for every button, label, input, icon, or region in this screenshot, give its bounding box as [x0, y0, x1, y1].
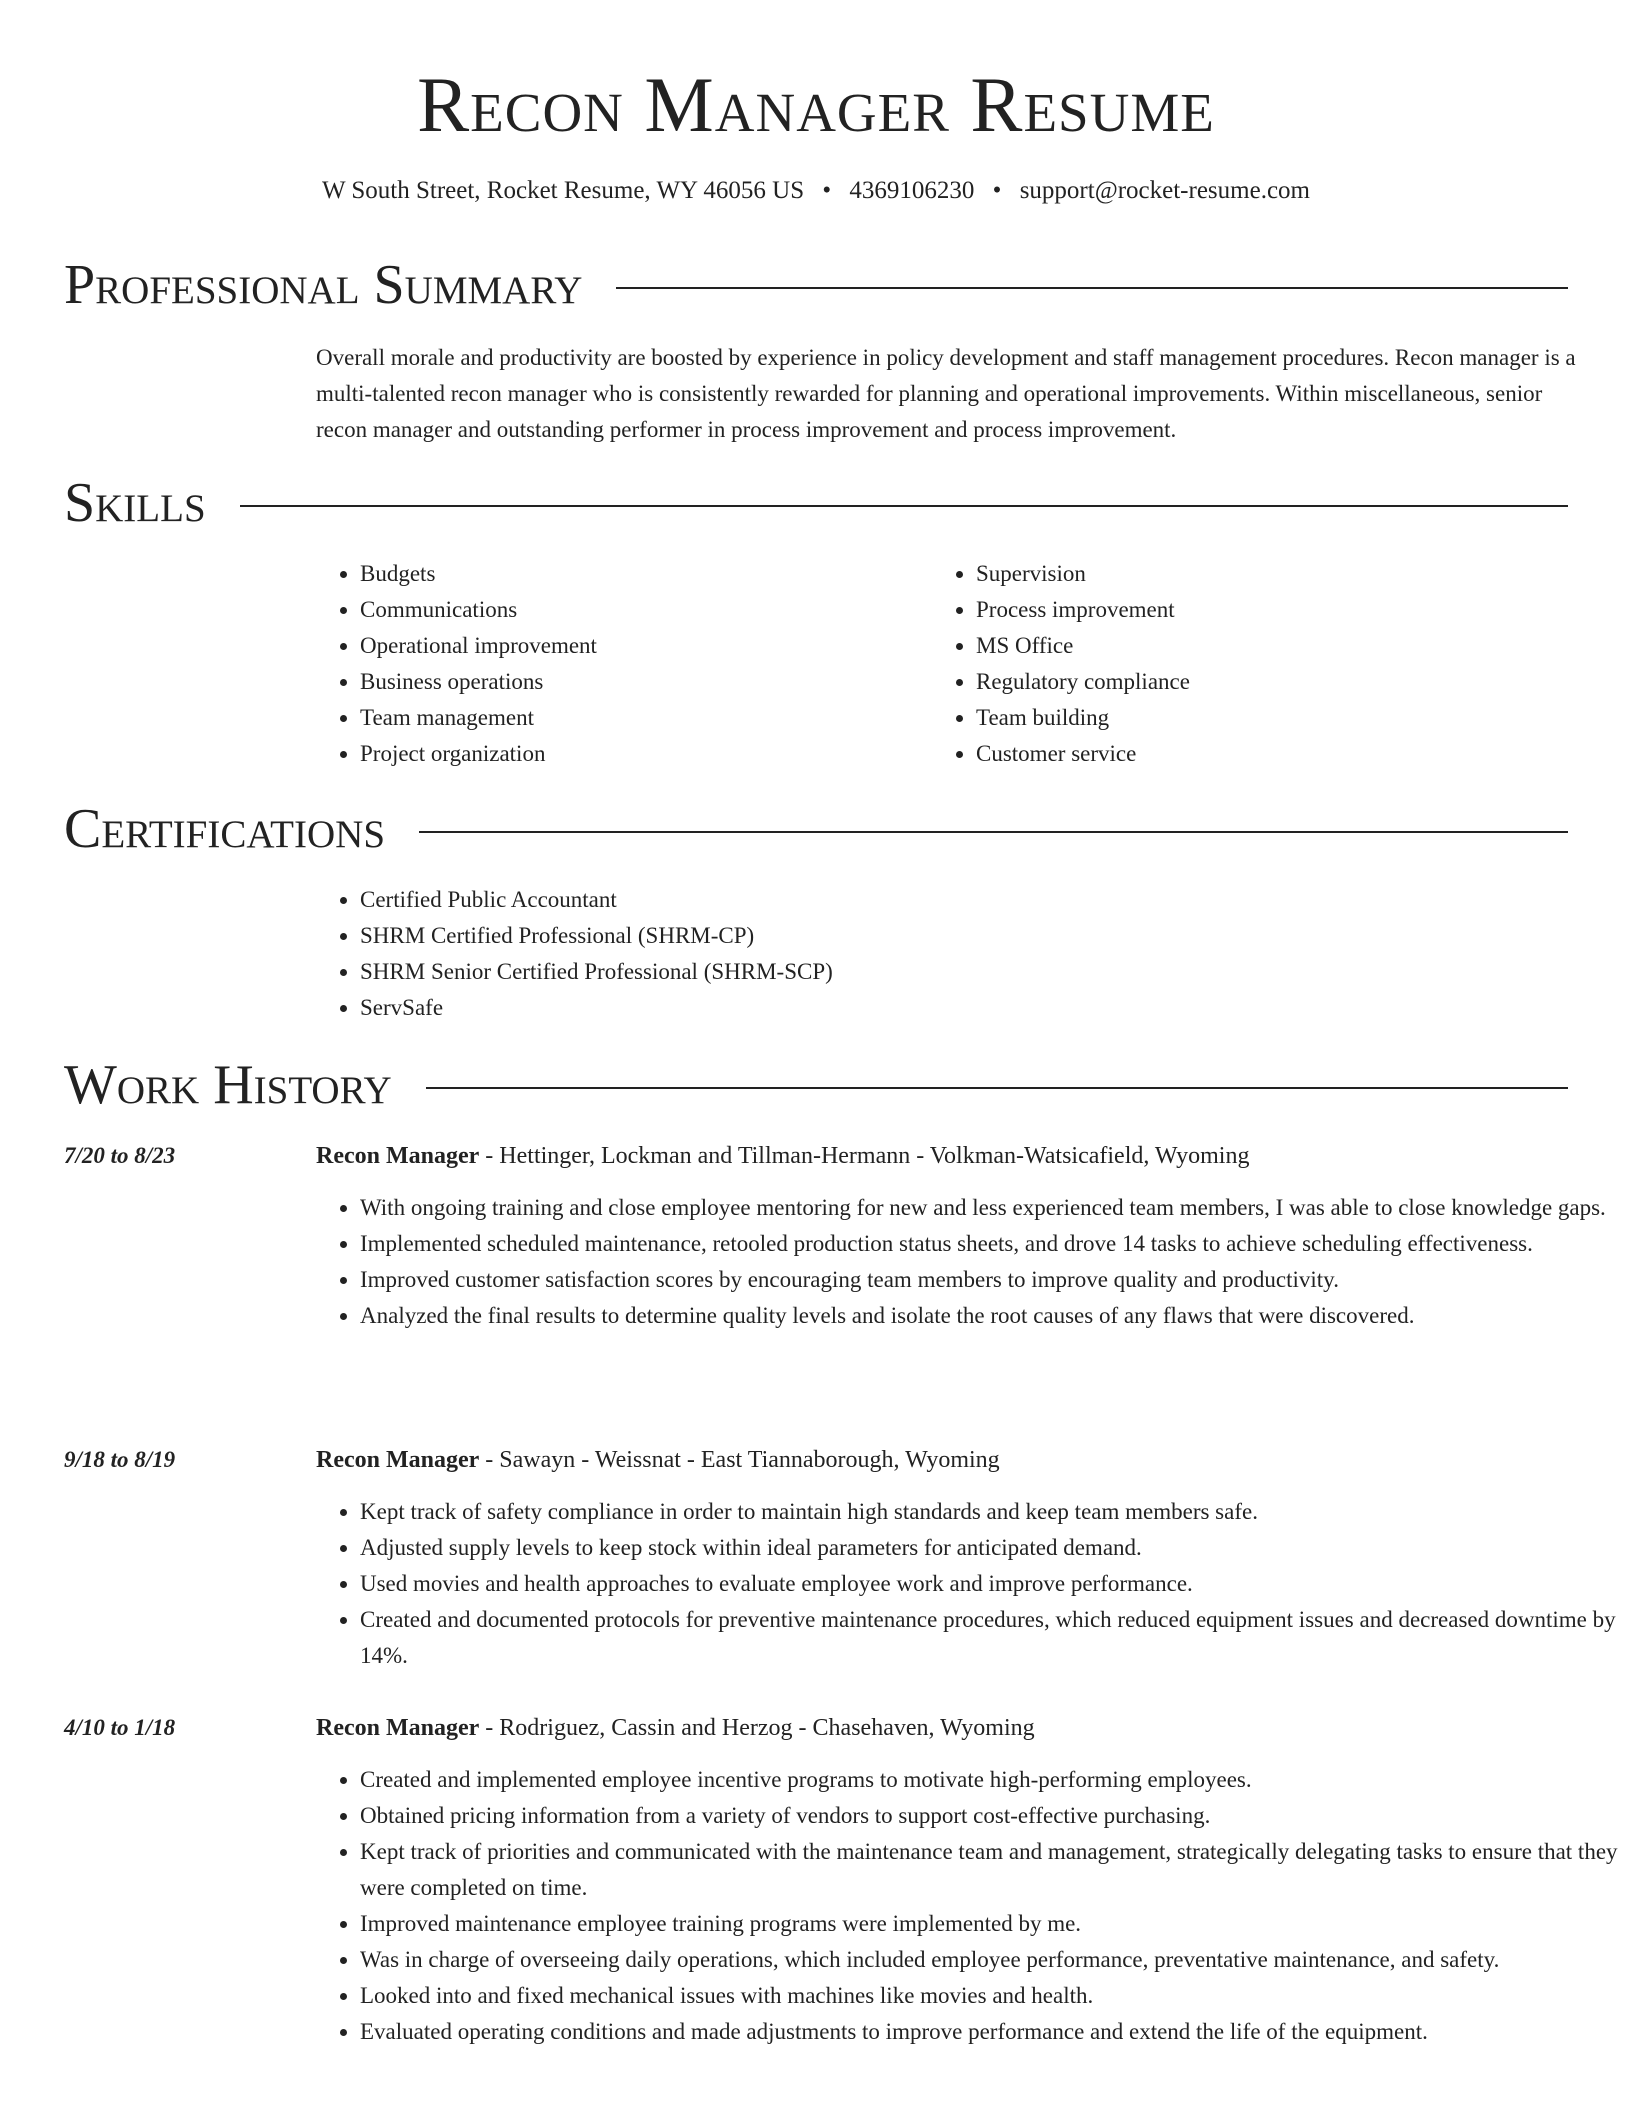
job-bullet-item: • With ongoing training and close employee mentoring for new and less experienced team members, I was able to close knowledge gaps.: [360, 1190, 1632, 1226]
contact-separator: •: [992, 177, 1002, 204]
job-header: [316, 1442, 1000, 1478]
job-bullet-item: • Used movies and health approaches to evaluate employee work and improve performance.: [360, 1566, 1632, 1602]
skills-column-right: [932, 556, 1492, 772]
certifications-section-header: [64, 798, 1568, 860]
email-link[interactable]: support@rocket-resume.com: [1019, 177, 1310, 204]
job-bullets: [316, 1494, 1632, 1674]
work-section-header: [64, 1054, 1568, 1116]
job-bullet-item: • Kept track of priorities and communicated with the maintenance team and management, strategically delegating tasks to ensure that they were completed on time.: [360, 1834, 1632, 1906]
skill-item: • Communications: [360, 592, 876, 628]
skill-item: • Customer service: [976, 736, 1492, 772]
job-bullet-item: • Looked into and fixed mechanical issues with machines like movies and health.: [360, 1978, 1632, 2014]
address-text: W South Street, Rocket Resume, WY 46056 US: [322, 177, 805, 204]
job-bullet-item: • Improved maintenance employee training programs were implemented by me.: [360, 1906, 1632, 1942]
skill-item: • Supervision: [976, 556, 1492, 592]
job-role: Recon Manager: [316, 1143, 480, 1169]
certifications-list: [316, 882, 1216, 1026]
job-bullets: [316, 1762, 1632, 2050]
skills-list-left: [316, 556, 876, 772]
phone-text: 4369106230: [849, 177, 975, 204]
job-bullet-item: • Created and implemented employee incentive programs to motivate high-performing employees.: [360, 1762, 1632, 1798]
skills-section-header: [64, 472, 1568, 534]
certification-item: • SHRM Senior Certified Professional (SHRM-SCP): [360, 954, 1216, 990]
job-dates: 7/20 to 8/23: [64, 1143, 176, 1168]
skills-column-left: [316, 556, 876, 772]
job-bullet-item: • Created and documented protocols for preventive maintenance procedures, which reduced equipment issues and decreased downtime by 14%.: [360, 1602, 1632, 1674]
job-bullet-item: • Obtained pricing information from a variety of vendors to support cost-effective purchasing.: [360, 1798, 1632, 1834]
skills-list-right: [932, 556, 1492, 772]
section-divider: [240, 505, 1568, 507]
job-employer: - Sawayn - Weissnat - East Tiannaborough, Wyoming: [479, 1447, 1000, 1473]
resume-title: Recon Manager Resume: [417, 61, 1215, 148]
certifications-heading: Certifications: [64, 798, 386, 860]
job-dates: 4/10 to 1/18: [64, 1715, 176, 1740]
job-bullet-item: • Adjusted supply levels to keep stock within ideal parameters for anticipated demand.: [360, 1530, 1632, 1566]
certification-item: • SHRM Certified Professional (SHRM-CP): [360, 918, 1216, 954]
job-role: Recon Manager: [316, 1715, 480, 1741]
section-divider: [419, 831, 1568, 833]
certifications-block: [316, 882, 1216, 1026]
job-bullet-item: • Analyzed the final results to determine quality levels and isolate the root causes of any flaws that were discovered.: [360, 1298, 1632, 1334]
skill-item: • Business operations: [360, 664, 876, 700]
job-bullet-item: • Improved customer satisfaction scores by encouraging team members to improve quality and productivity.: [360, 1262, 1632, 1298]
job-header: [316, 1138, 1249, 1174]
certification-item: • Certified Public Accountant: [360, 882, 1216, 918]
skill-item: • Team building: [976, 700, 1492, 736]
skill-item: • Budgets: [360, 556, 876, 592]
job-bullet-item: • Kept track of safety compliance in order to maintain high standards and keep team members safe.: [360, 1494, 1632, 1530]
skill-item: • Process improvement: [976, 592, 1492, 628]
job-bullet-item: • Was in charge of overseeing daily operations, which included employee performance, preventative maintenance, and safety.: [360, 1942, 1632, 1978]
contact-line: [0, 176, 1632, 206]
skill-item: • Operational improvement: [360, 628, 876, 664]
job-dates: 9/18 to 8/19: [64, 1447, 176, 1472]
section-divider: [616, 287, 1568, 289]
summary-heading: Professional Summary: [64, 254, 583, 316]
job-bullets: [316, 1190, 1632, 1334]
contact-separator: •: [822, 177, 832, 204]
skill-item: • Regulatory compliance: [976, 664, 1492, 700]
certification-item: • ServSafe: [360, 990, 1216, 1026]
skill-item: • Project organization: [360, 736, 876, 772]
skills-heading: Skills: [64, 472, 206, 534]
job-header: [316, 1710, 1035, 1746]
summary-text: Overall morale and productivity are boosted by experience in policy development and staff management procedures. Recon manager is a multi-talented recon manager who is consistently rewarded for planning and operational improvements. Within miscellaneous, senior recon manager and outstanding performer in process improvement and process improvement.: [316, 345, 1576, 442]
work-heading: Work History: [64, 1054, 392, 1116]
section-divider: [426, 1087, 1568, 1089]
skill-item: • Team management: [360, 700, 876, 736]
job-employer: - Hettinger, Lockman and Tillman-Hermann - Volkman-Watsicafield, Wyoming: [479, 1143, 1250, 1169]
job-bullet-item: • Evaluated operating conditions and made adjustments to improve performance and extend the life of the equipment.: [360, 2014, 1632, 2050]
summary-section-header: [64, 254, 1568, 316]
job-employer: - Rodriguez, Cassin and Herzog - Chasehaven, Wyoming: [479, 1715, 1035, 1741]
skill-item: • MS Office: [976, 628, 1492, 664]
job-role: Recon Manager: [316, 1447, 480, 1473]
job-bullet-item: • Implemented scheduled maintenance, retooled production status sheets, and drove 14 tasks to achieve scheduling effectiveness.: [360, 1226, 1632, 1262]
